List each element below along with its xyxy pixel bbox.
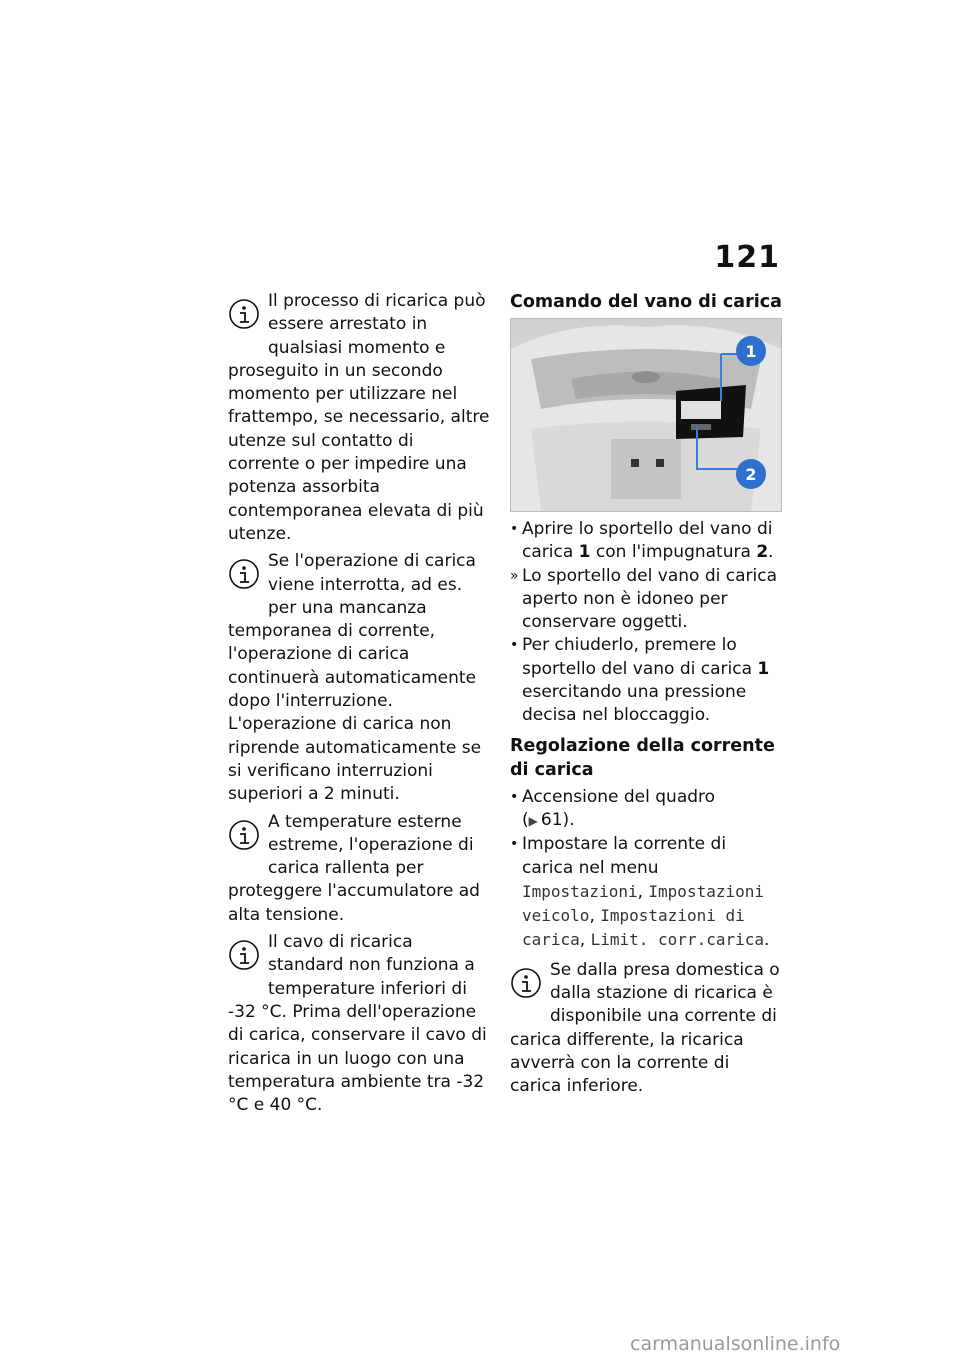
note-text: A temperature esterne estreme, l'operazione di carica rallenta per proteggere l'accumulatore ad alta tensione. <box>228 811 480 925</box>
menu-path-item: Impostazioni <box>522 881 638 901</box>
page-number: 121 <box>714 240 780 275</box>
result-mark: » <box>510 567 519 584</box>
info-icon <box>228 939 260 983</box>
figure-callout-2: 2 <box>745 465 757 484</box>
right-column <box>510 290 782 1103</box>
info-icon <box>228 819 260 863</box>
page-reference: 61). <box>540 809 575 830</box>
steps-list-1 <box>510 518 782 728</box>
figure-callout-1: 1 <box>745 342 757 361</box>
list-item: • Per chiuderlo, premere lo sportello del vano di carica 1 esercitando una pressione decisa nel bloccaggio. <box>510 635 770 726</box>
bullet-mark: • <box>510 788 519 805</box>
page-reference-arrow-icon: ▶ <box>528 813 538 828</box>
section-heading-charging-current: Regolazione della corrente di carica <box>510 735 775 780</box>
menu-path-item: Impostazioni veicolo <box>522 881 764 926</box>
list-item: » Lo sportello del vano di carica aperto non è idoneo per conservare oggetti. <box>510 565 777 633</box>
note-text: Il processo di ricarica può essere arrestato in qualsiasi momento e proseguito in un secondo momento per utilizzare nel frattempo, se necessario, altre utenze sul contatto di corrente o per impedire una potenza assorbita contemporanea elevata di più utenze. <box>228 291 490 544</box>
bullet-mark: • <box>510 521 519 537</box>
list-item: • Aprire lo sportello del vano di carica 1 con l'impugnatura 2. <box>510 519 774 563</box>
menu-path-item: Limit. corr.carica <box>590 930 764 950</box>
info-note-4 <box>228 931 490 1117</box>
info-icon <box>228 298 260 342</box>
info-note-5 <box>510 959 782 1099</box>
note-text: Se dalla presa domestica o dalla stazione di ricarica è disponibile una corrente di carica differente, la ricarica avverrà con la corrente di carica inferiore. <box>510 959 780 1097</box>
info-icon <box>510 967 542 1011</box>
info-icon <box>228 558 260 602</box>
compartment-illustration <box>511 319 781 511</box>
info-note-2 <box>228 550 490 806</box>
charging-compartment-figure <box>510 318 782 512</box>
bullet-mark: • <box>510 637 519 654</box>
bullet-mark: • <box>510 836 519 853</box>
menu-path-item: Impostazioni di carica <box>522 906 745 950</box>
list-item: • Accensione del quadro (▶ 61). <box>510 786 782 834</box>
section-heading-charging-compartment: Comando del vano di carica <box>510 292 782 312</box>
watermark: carmanualsonline.info <box>630 1333 841 1355</box>
note-text: Il cavo di ricarica standard non funziona a temperature inferiori di -32 °C. Prima dell'operazione di carica, conservare il cavo di ricarica in un luogo con una temperatura ambiente tra -32 °C e 40 °C. <box>228 932 487 1116</box>
left-column <box>228 290 490 1121</box>
steps-list-2 <box>510 786 782 953</box>
list-item: • Impostare la corrente di carica nel menu Impostazioni, Impostazioni veicolo, Impostazioni di carica, Limit. corr.carica. <box>510 834 770 951</box>
note-text: Se l'operazione di carica viene interrotta, ad es. per una mancanza temporanea di corrente, l'operazione di carica continuerà automaticamente dopo l'interruzione. L'operazione di carica non riprende automaticamente se si verificano interruzioni superiori a 2 minuti. <box>228 551 482 805</box>
info-note-3 <box>228 811 490 927</box>
info-note-1 <box>228 290 490 546</box>
